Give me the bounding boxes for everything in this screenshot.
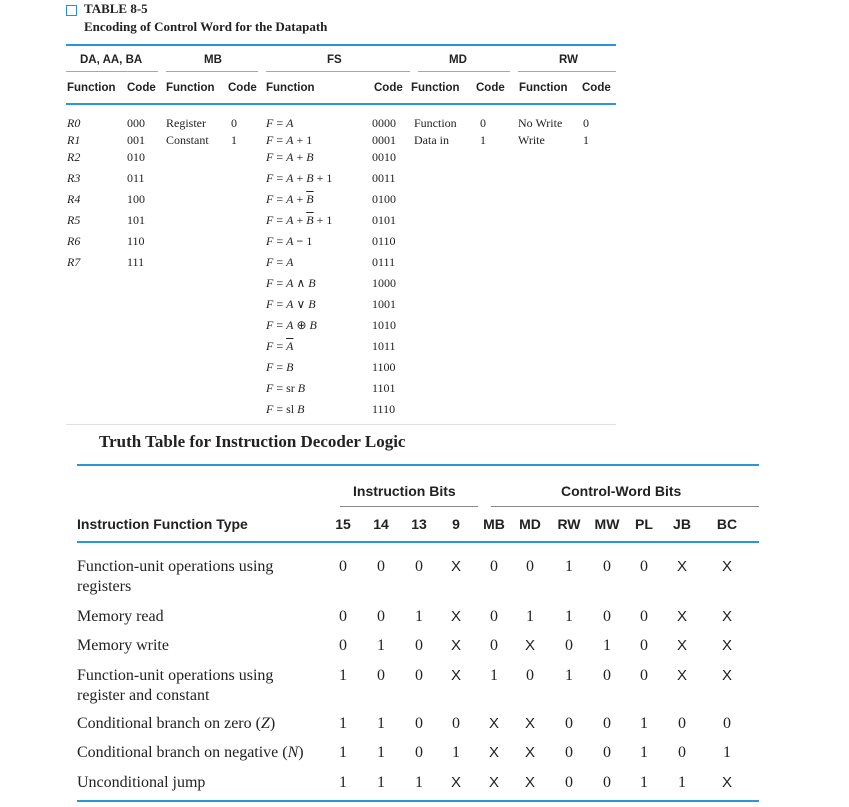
bit-mw: 0 bbox=[603, 774, 611, 791]
bit-mw: 1 bbox=[603, 637, 611, 654]
column-header-jb: JB bbox=[673, 516, 691, 532]
header-bottom-rule bbox=[66, 103, 616, 105]
md-function: Data in bbox=[414, 133, 449, 147]
fs-function: F = A ∨ B bbox=[266, 297, 316, 311]
bit-rw: 0 bbox=[565, 715, 573, 732]
bit-rw: 1 bbox=[565, 667, 573, 684]
register-code: 001 bbox=[127, 133, 145, 147]
group-header-da-aa-ba: DA, AA, BA bbox=[80, 54, 143, 66]
bit-bc: 0 bbox=[723, 715, 731, 732]
group-header-rw: RW bbox=[559, 54, 578, 66]
fs-code: 1110 bbox=[372, 402, 396, 416]
register-name: R2 bbox=[67, 150, 81, 164]
instruction-function-type bbox=[77, 666, 273, 706]
fs-code: 0100 bbox=[372, 192, 396, 206]
register-name: R1 bbox=[67, 133, 81, 147]
group-header-md: MD bbox=[449, 54, 467, 66]
bit-9: X bbox=[450, 608, 461, 625]
register-code: 110 bbox=[127, 234, 145, 248]
bit-mw: 0 bbox=[603, 608, 611, 625]
bit-bc: X bbox=[721, 774, 732, 791]
instruction-function-type bbox=[77, 714, 275, 734]
bit-mw: 0 bbox=[603, 558, 611, 575]
bit-mb: X bbox=[488, 774, 499, 791]
bit-bc: 1 bbox=[723, 744, 731, 761]
instruction-function-type-line: Function-unit operations using bbox=[77, 667, 274, 684]
fs-code: 0111 bbox=[372, 255, 396, 269]
column-header-9: 9 bbox=[452, 516, 460, 532]
bit-rw: 0 bbox=[565, 637, 573, 654]
table-top-rule bbox=[66, 44, 616, 46]
bit-13: 0 bbox=[415, 637, 423, 654]
instruction-function-type bbox=[77, 743, 304, 763]
table-label: TABLE 8-5 bbox=[84, 1, 148, 16]
bit-14: 0 bbox=[377, 558, 385, 575]
register-code: 010 bbox=[127, 150, 145, 164]
bit-jb: 1 bbox=[678, 774, 686, 791]
table-marker-icon bbox=[66, 5, 77, 16]
truth-table-top-rule bbox=[77, 464, 759, 466]
truth-table-bottom-rule bbox=[77, 800, 759, 802]
bit-9: X bbox=[450, 774, 461, 791]
bit-md: 0 bbox=[526, 558, 534, 575]
group-rule-fs bbox=[266, 71, 410, 72]
bit-mb: 1 bbox=[490, 667, 498, 684]
instruction-function-type bbox=[77, 607, 164, 627]
mb-code: 0 bbox=[231, 116, 237, 130]
bit-jb: X bbox=[676, 667, 687, 684]
bit-9: 0 bbox=[452, 715, 460, 732]
bit-mb: X bbox=[488, 744, 499, 761]
bit-rw: 0 bbox=[565, 774, 573, 791]
group-header-mb: MB bbox=[204, 54, 222, 66]
rw-function: Write bbox=[518, 133, 545, 147]
bit-9: X bbox=[450, 558, 461, 575]
rw-code: 1 bbox=[583, 133, 589, 147]
fs-function: F = A ∧ B bbox=[266, 276, 316, 290]
table-caption: Encoding of Control Word for the Datapath bbox=[84, 19, 328, 34]
fs-code: 1000 bbox=[372, 276, 396, 290]
bit-rw: 1 bbox=[565, 558, 573, 575]
bit-14: 1 bbox=[377, 715, 385, 732]
subheader-function: Function bbox=[166, 82, 215, 94]
bit-rw: 0 bbox=[565, 744, 573, 761]
bit-bc: X bbox=[721, 558, 732, 575]
group-header-fs: FS bbox=[327, 54, 342, 66]
column-header-14: 14 bbox=[373, 516, 389, 532]
fs-function: F = A + B bbox=[266, 150, 314, 164]
group-header-instruction-bits: Instruction Bits bbox=[353, 483, 456, 499]
instruction-function-type bbox=[77, 557, 273, 597]
fs-function: F = B bbox=[266, 360, 294, 374]
bit-jb: 0 bbox=[678, 744, 686, 761]
instruction-function-type-line: register and constant bbox=[77, 687, 210, 704]
bit-jb: X bbox=[676, 558, 687, 575]
register-name: R6 bbox=[67, 234, 81, 248]
fs-code: 0110 bbox=[372, 234, 396, 248]
instruction-function-type-line: Conditional branch on zero (Z) bbox=[77, 715, 276, 732]
fs-function: F = sl B bbox=[266, 402, 305, 416]
instruction-bits-rule bbox=[340, 506, 478, 507]
bit-14: 0 bbox=[377, 608, 385, 625]
register-name: R0 bbox=[67, 116, 81, 130]
mb-code: 1 bbox=[231, 133, 237, 147]
bit-bc: X bbox=[721, 608, 732, 625]
bit-15: 1 bbox=[339, 667, 347, 684]
subheader-code: Code bbox=[582, 82, 611, 94]
instruction-function-type bbox=[77, 773, 205, 793]
register-name: R3 bbox=[67, 171, 81, 185]
bit-mb: 0 bbox=[490, 637, 498, 654]
bit-14: 0 bbox=[377, 667, 385, 684]
instruction-function-type-line: registers bbox=[77, 578, 132, 595]
register-name: R5 bbox=[67, 213, 81, 227]
bit-9: X bbox=[450, 667, 461, 684]
fs-code: 0010 bbox=[372, 150, 396, 164]
bit-pl: 0 bbox=[640, 608, 648, 625]
fs-function: F = A bbox=[266, 255, 294, 269]
bit-pl: 0 bbox=[640, 637, 648, 654]
bit-pl: 1 bbox=[640, 774, 648, 791]
instruction-function-type bbox=[77, 636, 169, 656]
fs-function: F = A − 1 bbox=[266, 234, 313, 248]
bit-pl: 0 bbox=[640, 667, 648, 684]
bit-jb: X bbox=[676, 637, 687, 654]
column-header-mw: MW bbox=[594, 516, 620, 532]
bit-13: 0 bbox=[415, 558, 423, 575]
rw-code: 0 bbox=[583, 116, 589, 130]
mb-function: Constant bbox=[166, 133, 209, 147]
subheader-code: Code bbox=[228, 82, 257, 94]
group-rule-da bbox=[66, 71, 158, 72]
fs-code: 1100 bbox=[372, 360, 396, 374]
bit-mw: 0 bbox=[603, 715, 611, 732]
bit-15: 0 bbox=[339, 637, 347, 654]
column-header-13: 13 bbox=[411, 516, 427, 532]
bit-13: 0 bbox=[415, 744, 423, 761]
subheader-code: Code bbox=[127, 82, 156, 94]
bit-mw: 0 bbox=[603, 744, 611, 761]
fs-code: 0101 bbox=[372, 213, 396, 227]
group-header-control-word-bits: Control-Word Bits bbox=[561, 483, 682, 499]
bit-md: X bbox=[524, 715, 535, 732]
register-code: 101 bbox=[127, 213, 145, 227]
column-header-pl: PL bbox=[635, 516, 653, 532]
subheader-function: Function bbox=[67, 82, 116, 94]
register-code: 100 bbox=[127, 192, 145, 206]
fs-function: $F = \overline{A}$ bbox=[266, 339, 294, 353]
group-rule-md bbox=[418, 71, 510, 72]
group-rule-rw bbox=[518, 71, 616, 72]
fs-function: F = A + 1 bbox=[266, 133, 313, 147]
bit-md: X bbox=[524, 637, 535, 654]
fs-function: F = A bbox=[266, 116, 294, 130]
fs-function: F = A + B + 1 bbox=[266, 171, 333, 185]
bit-pl: 0 bbox=[640, 558, 648, 575]
group-rule-mb bbox=[166, 71, 258, 72]
md-function: Function bbox=[414, 116, 457, 130]
column-header-mb: MB bbox=[483, 516, 505, 532]
bit-15: 1 bbox=[339, 774, 347, 791]
subheader-function: Function bbox=[266, 82, 315, 94]
fs-code: 0000 bbox=[372, 116, 396, 130]
register-name: R4 bbox=[67, 192, 81, 206]
bit-13: 1 bbox=[415, 608, 423, 625]
bit-md: X bbox=[524, 774, 535, 791]
subheader-function: Function bbox=[411, 82, 460, 94]
fs-code: 1011 bbox=[372, 339, 396, 353]
subheader-function: Function bbox=[519, 82, 568, 94]
fs-code: 0011 bbox=[372, 171, 396, 185]
bit-14: 1 bbox=[377, 744, 385, 761]
instruction-function-type-line: Unconditional jump bbox=[77, 774, 206, 791]
bit-9: X bbox=[450, 637, 461, 654]
register-name: R7 bbox=[67, 255, 81, 269]
bit-15: 1 bbox=[339, 744, 347, 761]
bit-md: 0 bbox=[526, 667, 534, 684]
column-header-bc: BC bbox=[716, 516, 738, 532]
bit-md: 1 bbox=[526, 608, 534, 625]
fs-function: $F = A + \overline{B} + 1$ bbox=[266, 213, 333, 227]
truth-table-header-rule bbox=[77, 541, 759, 543]
control-word-bits-rule bbox=[491, 506, 759, 507]
bit-bc: X bbox=[721, 667, 732, 684]
bit-jb: 0 bbox=[678, 715, 686, 732]
bit-mb: X bbox=[488, 715, 499, 732]
fs-code: 1001 bbox=[372, 297, 396, 311]
fs-function: $F = A + \overline{B}$ bbox=[266, 192, 314, 206]
bit-15: 0 bbox=[339, 608, 347, 625]
bit-pl: 1 bbox=[640, 715, 648, 732]
column-header-rw: RW bbox=[557, 516, 581, 532]
fs-function: F = sr B bbox=[266, 381, 306, 395]
instruction-function-type-line: Function-unit operations using bbox=[77, 558, 274, 575]
instruction-function-type-line: Conditional branch on negative (N) bbox=[77, 744, 304, 761]
fs-code: 1101 bbox=[372, 381, 396, 395]
register-code: 011 bbox=[127, 171, 145, 185]
instruction-function-type-line: Memory write bbox=[77, 637, 169, 654]
bit-bc: X bbox=[721, 637, 732, 654]
bit-15: 1 bbox=[339, 715, 347, 732]
subheader-code: Code bbox=[476, 82, 505, 94]
rw-function: No Write bbox=[518, 116, 563, 130]
bit-jb: X bbox=[676, 608, 687, 625]
column-header-instruction-type: Instruction Function Type bbox=[77, 516, 248, 532]
instruction-function-type-line: Memory read bbox=[77, 608, 164, 625]
column-header-md: MD bbox=[519, 516, 541, 532]
fs-code: 0001 bbox=[372, 133, 396, 147]
bit-pl: 1 bbox=[640, 744, 648, 761]
fs-code: 1010 bbox=[372, 318, 396, 332]
subheader-code: Code bbox=[374, 82, 403, 94]
bit-md: X bbox=[524, 744, 535, 761]
bit-14: 1 bbox=[377, 774, 385, 791]
truth-table-title: Truth Table for Instruction Decoder Logic bbox=[99, 432, 406, 451]
table-bottom-rule bbox=[66, 424, 616, 425]
bit-9: 1 bbox=[452, 744, 460, 761]
column-header-15: 15 bbox=[335, 516, 351, 532]
md-code: 0 bbox=[480, 116, 486, 130]
bit-mb: 0 bbox=[490, 558, 498, 575]
bit-mw: 0 bbox=[603, 667, 611, 684]
fs-function: F = A ⊕ B bbox=[266, 318, 317, 332]
register-code: 111 bbox=[127, 255, 145, 269]
bit-15: 0 bbox=[339, 558, 347, 575]
bit-13: 0 bbox=[415, 715, 423, 732]
register-code: 000 bbox=[127, 116, 145, 130]
bit-rw: 1 bbox=[565, 608, 573, 625]
mb-function: Register bbox=[166, 116, 206, 130]
bit-14: 1 bbox=[377, 637, 385, 654]
bit-13: 0 bbox=[415, 667, 423, 684]
bit-mb: 0 bbox=[490, 608, 498, 625]
md-code: 1 bbox=[480, 133, 486, 147]
bit-13: 1 bbox=[415, 774, 423, 791]
